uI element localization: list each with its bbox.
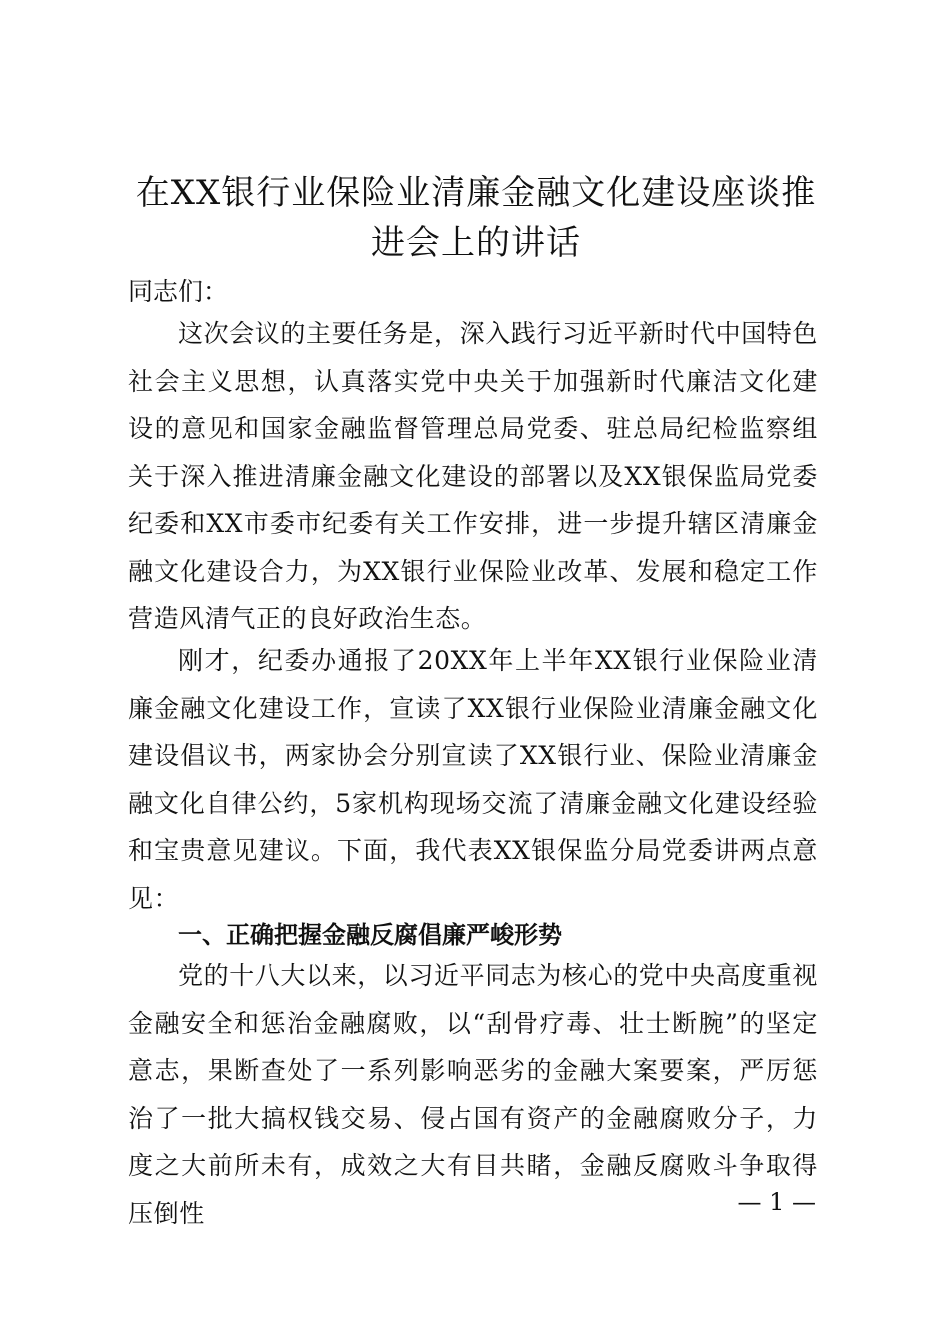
document-title: 在XX银行业保险业清廉金融文化建设座谈推进会上的讲话: [135, 173, 817, 263]
body-paragraph-1: 这次会议的主要任务是，深入践行习近平新时代中国特色社会主义思想，认真落实党中央关于加强新时代廉洁文化建设的意见和国家金融监督管理总局党委、驻总局纪检监察组关于深入推进清廉金融文化建设的部署以及XX银保监局党委纪委和XX市委市纪委有关工作安排，进一步提升辖区清廉金融文化建设合力，为XX银行业保险业改革、发展和稳定工作营造风清气正的良好政治生态。: [128, 319, 819, 633]
page-number: — 1 —: [737, 1188, 816, 1216]
salutation: 同志们：: [128, 277, 229, 306]
body-paragraph-3: 党的十八大以来，以习近平同志为核心的党中央高度重视金融安全和惩治金融腐败，以“刮骨疗毒、壮士断腕”的坚定意志，果断查处了一系列影响恶劣的金融大案要案，严厉惩治了一批大搞权钱交易、侵占国有资产的金融腐败分子，力度之大前所未有，成效之大有目共睹，金融反腐败斗争取得压倒性: [128, 961, 819, 1228]
section-heading-1: 一、正确把握金融反腐倡廉严峻形势: [178, 921, 562, 949]
body-paragraph-2: 刚才，纪委办通报了20XX年上半年XX银行业保险业清廉金融文化建设工作，宣读了XX银行业保险业清廉金融文化建设倡议书，两家协会分别宣读了XX银行业、保险业清廉金融文化自律公约，5家机构现场交流了清廉金融文化建设经验和宝贵意见建议。下面，我代表XX银保监分局党委讲两点意见：: [128, 646, 818, 913]
